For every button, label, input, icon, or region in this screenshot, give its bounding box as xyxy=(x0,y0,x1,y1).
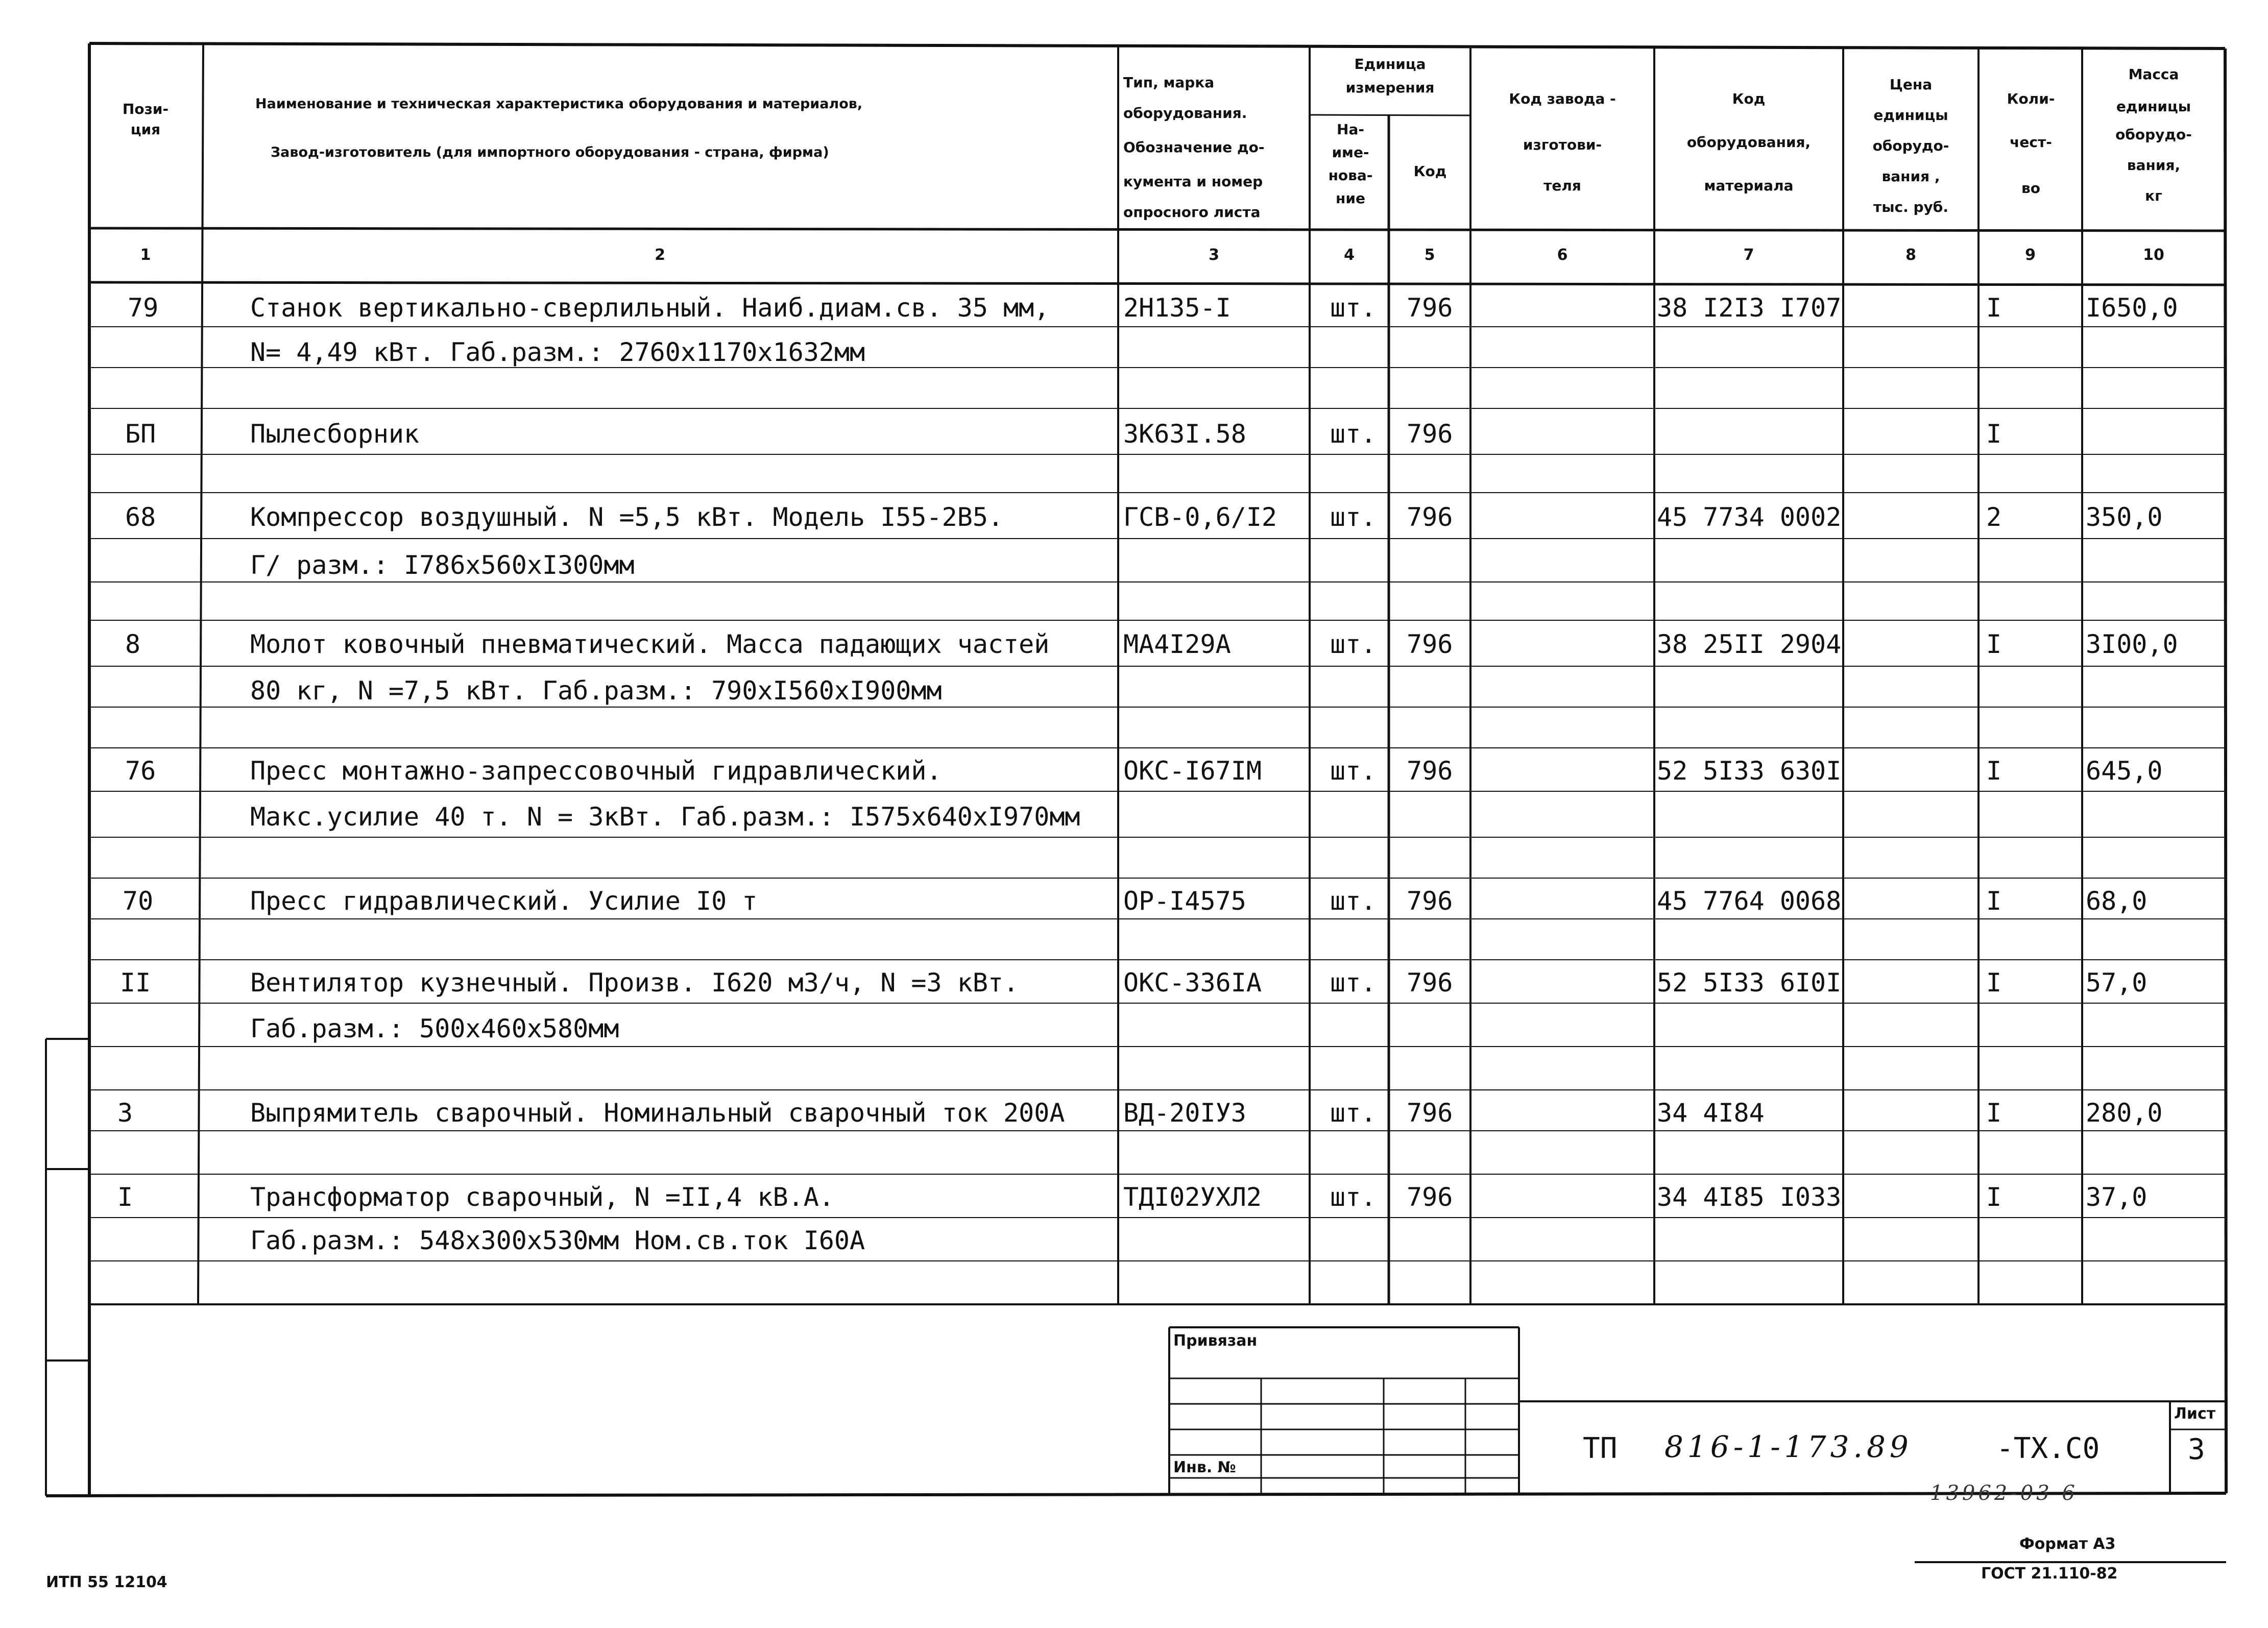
format-label: Формат А3 xyxy=(2019,1535,2116,1553)
header-unit-name-line3: нова- xyxy=(1328,167,1373,184)
column-number: 8 xyxy=(1905,246,1916,264)
cell-mass: 350,0 xyxy=(2086,502,2163,532)
inventory-number-label: Инв. № xyxy=(1173,1459,1236,1476)
column-number: 3 xyxy=(1209,246,1219,264)
header-price-line1: Цена xyxy=(1889,76,1933,93)
cell-unit-code: 796 xyxy=(1407,886,1453,916)
cell-unit: шт. xyxy=(1330,886,1377,916)
cell-unit-code: 796 xyxy=(1407,502,1453,532)
handwritten-archive-number: 13962-03 6 xyxy=(1930,1481,2078,1505)
header-type-line2: оборудования. xyxy=(1123,105,1247,122)
header-equip-line2: оборудования, xyxy=(1686,134,1811,151)
cell-mass: 3I00,0 xyxy=(2086,629,2178,659)
cell-unit: шт. xyxy=(1330,1098,1377,1128)
header-price-line4: вания , xyxy=(1881,168,1940,185)
cell-name-line1: Пылесборник xyxy=(250,419,420,449)
header-position-line2: ция xyxy=(130,121,161,138)
cell-type: ОКС-336IА xyxy=(1123,968,1262,998)
header-unit-name-line2: име- xyxy=(1332,144,1369,161)
header-maker-line3: теля xyxy=(1543,177,1581,194)
cell-mass: 68,0 xyxy=(2086,886,2148,916)
cell-name-line1: Компрессор воздушный. N =5,5 кВт. Модель I55-2В5. xyxy=(250,502,1004,532)
cell-equip-code: 38 I2I3 I707 xyxy=(1657,293,1842,323)
header-price-line3: оборудо- xyxy=(1872,137,1949,154)
cell-type: ВД-20IУ3 xyxy=(1123,1098,1246,1128)
header-mass-line5: кг xyxy=(2145,187,2162,204)
tp-label: ТП xyxy=(1583,1432,1618,1465)
cell-mass: 57,0 xyxy=(2086,968,2148,998)
itp-label: ИТП 55 12104 xyxy=(46,1573,167,1591)
cell-unit-code: 796 xyxy=(1407,1182,1453,1212)
cell-type: ТДI02УХЛ2 xyxy=(1123,1182,1262,1212)
cell-position: 8 xyxy=(125,629,141,659)
cell-unit-code: 796 xyxy=(1407,419,1453,449)
cell-name-line2: Габ.разм.: 548х300х530мм Ном.св.ток I60А xyxy=(250,1226,865,1255)
cell-type: ГСВ-0,6/I2 xyxy=(1123,502,1277,532)
header-unit-line1: Единица xyxy=(1354,56,1426,72)
header-qty-line1: Коли- xyxy=(2007,90,2055,107)
gost-label: ГОСТ 21.110-82 xyxy=(1981,1565,2118,1583)
header-unit-name-line4: ние xyxy=(1336,190,1365,207)
cell-name-line2: N= 4,49 кВт. Габ.разм.: 2760х1170х1632мм xyxy=(250,337,865,367)
cell-type: МА4I29А xyxy=(1123,629,1231,659)
cell-position: 3 xyxy=(117,1098,133,1128)
header-unit-code: Код xyxy=(1413,163,1447,180)
cell-unit: шт. xyxy=(1330,629,1377,659)
cell-mass: 280,0 xyxy=(2086,1098,2163,1128)
sheet-label: Лист xyxy=(2174,1405,2216,1423)
header-unit-name-line1: На- xyxy=(1337,121,1364,138)
column-number: 6 xyxy=(1557,246,1568,264)
cell-unit: шт. xyxy=(1330,419,1377,449)
header-type-line4: кумента и номер xyxy=(1123,173,1263,190)
header-mass-line1: Масса xyxy=(2128,66,2179,83)
column-number: 10 xyxy=(2143,246,2164,264)
cell-unit-code: 796 xyxy=(1407,293,1453,323)
header-equip-line3: материала xyxy=(1704,177,1794,194)
cell-position: I xyxy=(117,1182,133,1212)
cell-qty: I xyxy=(1986,629,2002,659)
cell-name-line1: Выпрямитель сварочный. Номинальный сварочный ток 200А xyxy=(250,1098,1065,1128)
cell-qty: 2 xyxy=(1986,502,2002,532)
cell-qty: I xyxy=(1986,886,2002,916)
cell-unit: шт. xyxy=(1330,502,1377,532)
column-number: 5 xyxy=(1424,246,1435,264)
header-maker-line2: изготови- xyxy=(1523,136,1602,153)
header-maker-line1: Код завода - xyxy=(1509,90,1616,107)
header-position-line1: Пози- xyxy=(122,101,169,117)
header-mass-line3: оборудо- xyxy=(2115,126,2192,143)
column-number: 9 xyxy=(2025,246,2036,264)
cell-name-line1: Молот ковочный пневматический. Масса падающих частей xyxy=(250,629,1050,659)
cell-name-line1: Трансформатор сварочный, N =II,4 кВ.А. xyxy=(250,1182,834,1212)
cell-unit: шт. xyxy=(1330,293,1377,323)
cell-name-line2: Макс.усилие 40 т. N = 3кВт. Габ.разм.: I575х640хI970мм xyxy=(250,802,1080,832)
cell-type: ОР-I4575 xyxy=(1123,886,1246,916)
document-suffix: -ТХ.С0 xyxy=(1996,1432,2100,1465)
sheet-number: 3 xyxy=(2188,1433,2205,1466)
header-qty-line2: чест- xyxy=(2010,134,2052,151)
cell-equip-code: 34 4I85 I033 xyxy=(1657,1182,1842,1212)
header-qty-line3: во xyxy=(2021,180,2040,197)
cell-position: БП xyxy=(125,419,156,449)
cell-position: 68 xyxy=(125,502,156,532)
cell-name-line1: Станок вертикально-сверлильный. Наиб.диам.св. 35 мм, xyxy=(250,293,1050,323)
cell-name-line1: Пресс монтажно-запрессовочный гидравлический. xyxy=(250,756,942,786)
cell-unit: шт. xyxy=(1330,968,1377,998)
document-number: 816-1-173.89 xyxy=(1664,1429,1913,1464)
cell-equip-code: 52 5I33 6I0I xyxy=(1657,968,1842,998)
header-type-line5: опросного листа xyxy=(1123,204,1261,221)
column-number: 2 xyxy=(655,246,665,264)
privyazan-label: Привязан xyxy=(1173,1332,1258,1350)
cell-position: 79 xyxy=(128,293,159,323)
cell-mass: 645,0 xyxy=(2086,756,2163,786)
cell-equip-code: 45 7734 0002 xyxy=(1657,502,1842,532)
cell-unit-code: 796 xyxy=(1407,629,1453,659)
cell-equip-code: 34 4I84 xyxy=(1657,1098,1765,1128)
column-number: 7 xyxy=(1743,246,1754,264)
cell-mass: 37,0 xyxy=(2086,1182,2148,1212)
cell-type: 2Н135-I xyxy=(1123,293,1231,323)
cell-qty: I xyxy=(1986,1098,2002,1128)
cell-equip-code: 38 25II 2904 xyxy=(1657,629,1842,659)
header-price-line2: единицы xyxy=(1873,107,1948,124)
cell-name-line1: Вентилятор кузнечный. Произв. I620 м3/ч, N =3 кВт. xyxy=(250,968,1019,998)
header-mass-line4: вания, xyxy=(2127,157,2181,174)
cell-qty: I xyxy=(1986,756,2002,786)
column-number: 4 xyxy=(1344,246,1355,264)
header-name-line1: Наименование и техническая характеристика оборудования и материалов, xyxy=(255,96,863,112)
cell-unit: шт. xyxy=(1330,1182,1377,1212)
cell-mass: I650,0 xyxy=(2086,293,2178,323)
cell-type: ОКС-I67IМ xyxy=(1123,756,1262,786)
cell-name-line2: 80 кг, N =7,5 кВт. Габ.разм.: 790хI560хI900мм xyxy=(250,676,942,706)
cell-position: II xyxy=(120,968,151,998)
header-price-line5: тыс. руб. xyxy=(1873,199,1948,215)
cell-position: 76 xyxy=(125,756,156,786)
cell-qty: I xyxy=(1986,293,2002,323)
cell-unit: шт. xyxy=(1330,756,1377,786)
cell-equip-code: 52 5I33 630I xyxy=(1657,756,1842,786)
cell-unit-code: 796 xyxy=(1407,756,1453,786)
header-equip-line1: Код xyxy=(1732,90,1766,107)
cell-qty: I xyxy=(1986,419,2002,449)
column-number: 1 xyxy=(140,246,151,264)
header-type-line1: Тип, марка xyxy=(1123,74,1215,91)
cell-position: 70 xyxy=(123,886,154,916)
header-name-line2: Завод-изготовитель (для импортного оборудования - страна, фирма) xyxy=(271,144,829,160)
cell-type: 3К63I.58 xyxy=(1123,419,1246,449)
cell-qty: I xyxy=(1986,1182,2002,1212)
cell-name-line1: Пресс гидравлический. Усилие I0 т xyxy=(250,886,758,916)
header-type-line3: Обозначение до- xyxy=(1123,139,1265,156)
cell-equip-code: 45 7764 0068 xyxy=(1657,886,1842,916)
cell-qty: I xyxy=(1986,968,2002,998)
header-mass-line2: единицы xyxy=(2116,98,2191,115)
cell-unit-code: 796 xyxy=(1407,968,1453,998)
header-unit-line2: измерения xyxy=(1345,79,1435,96)
cell-name-line2: Г/ разм.: I786х560хI300мм xyxy=(250,550,635,580)
cell-name-line2: Габ.разм.: 500х460х580мм xyxy=(250,1014,619,1043)
cell-unit-code: 796 xyxy=(1407,1098,1453,1128)
